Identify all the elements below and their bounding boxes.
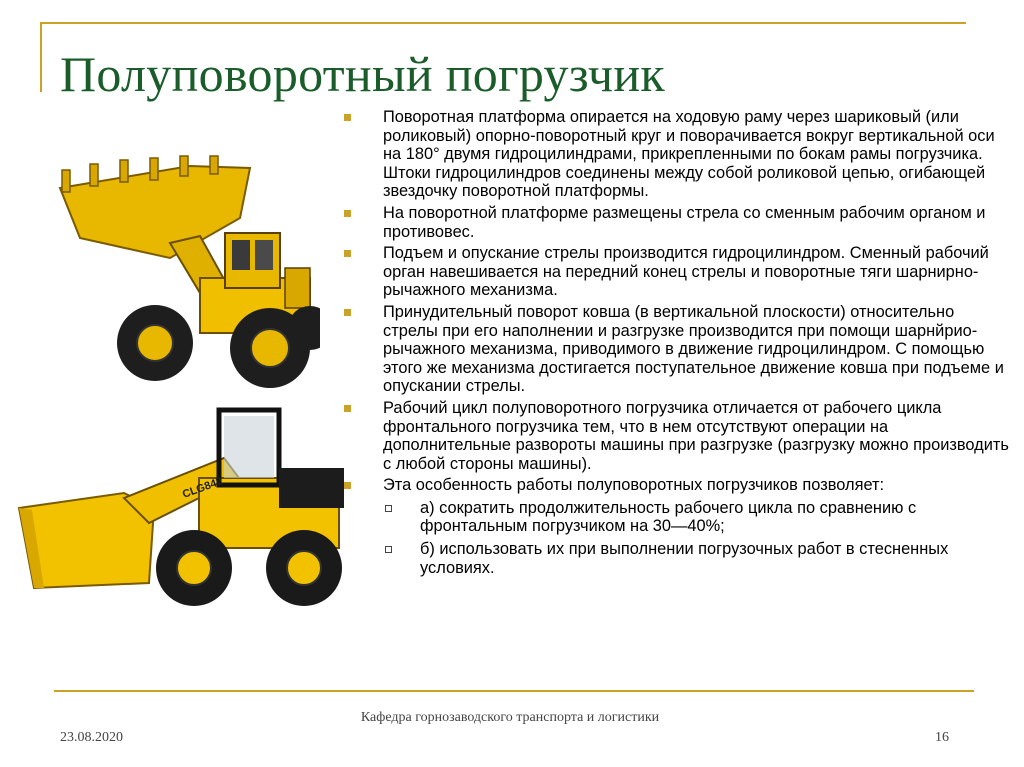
sub-bullet-item xyxy=(383,540,1012,577)
bullet-item xyxy=(340,399,1012,473)
hollow-square-icon xyxy=(385,546,392,553)
footer-page-number: 16 xyxy=(935,730,949,745)
slide-content xyxy=(340,108,1012,581)
loader-image-bottom xyxy=(14,398,354,613)
bullet-square-icon xyxy=(344,309,351,316)
slide-title: Полуповоротный погрузчик xyxy=(60,46,665,102)
bullet-square-icon xyxy=(344,482,351,489)
footer-rule xyxy=(54,690,974,692)
top-border-rule xyxy=(40,22,966,24)
footer-department: Кафедра горнозаводского транспорта и логистики xyxy=(360,710,660,725)
bullet-text: Принудительный поворот ковша (в вертикальной плоскости) относительно стрелы при его наполнении и разгрузке производится при помощи шарнйрио-рычажного механизма, приводимого в движение гидроцилиндром. С помощью этого же механизма достигается поступательное движение ковша при подъеме и опускании стрелы. xyxy=(383,302,1004,396)
bullet-square-icon xyxy=(344,114,351,121)
bullet-text: Эта особенность работы полуповоротных погрузчиков позволяет: xyxy=(383,476,885,495)
bullet-text: Рабочий цикл полуповоротного погрузчика отличается от рабочего цикла фронтального погрузчика тем, что в нем отсутствуют операции на дополнительные развороты машины при разгрузке (разгрузку можно производить с любой стороны машины). xyxy=(383,398,1009,473)
bullet-square-icon xyxy=(344,210,351,217)
bullet-text: Подъем и опускание стрелы производится гидроцилиндром. Сменный рабочий орган навешивается на передний конец стрелы и поворотные тяги шарнирно-рычажного механизма. xyxy=(383,244,989,300)
sub-bullet-text: а) сократить продолжительность рабочего цикла по сравнению с фронтальным погрузчиком на 30—40%; xyxy=(420,498,917,536)
bullet-square-icon xyxy=(344,405,351,412)
bullet-list xyxy=(340,108,1012,577)
bullet-item xyxy=(340,204,1012,241)
loader-image-top xyxy=(50,148,320,398)
footer-date: 23.08.2020 xyxy=(60,730,123,745)
bullet-item xyxy=(340,244,1012,300)
bullet-item xyxy=(340,303,1012,396)
bullet-item xyxy=(340,108,1012,201)
left-border-rule xyxy=(40,22,42,92)
bullet-item xyxy=(340,476,1012,577)
bullet-square-icon xyxy=(344,250,351,257)
sub-bullet-item xyxy=(383,499,1012,536)
hollow-square-icon xyxy=(385,505,392,512)
loader-model-label: CLG842 xyxy=(180,475,225,501)
sub-bullet-text: б) использовать их при выполнении погрузочных работ в стесненных условиях. xyxy=(420,540,949,577)
sub-bullet-list xyxy=(383,499,1012,577)
bullet-text: На поворотной платформе размещены стрела со сменным рабочим органом и противовес. xyxy=(383,203,986,241)
bullet-text: Поворотная платформа опирается на ходовую раму через шариковый (или роликовый) опорно-поворотный круг и поворачивается вокруг вертикальной оси на 180° двумя гидроцилиндрами, прикрепленными по бокам рамы погрузчика. Штоки гидроцилиндров соединены между собой роликовой цепью, огибающей звездочку поворотной платформы. xyxy=(383,108,995,201)
